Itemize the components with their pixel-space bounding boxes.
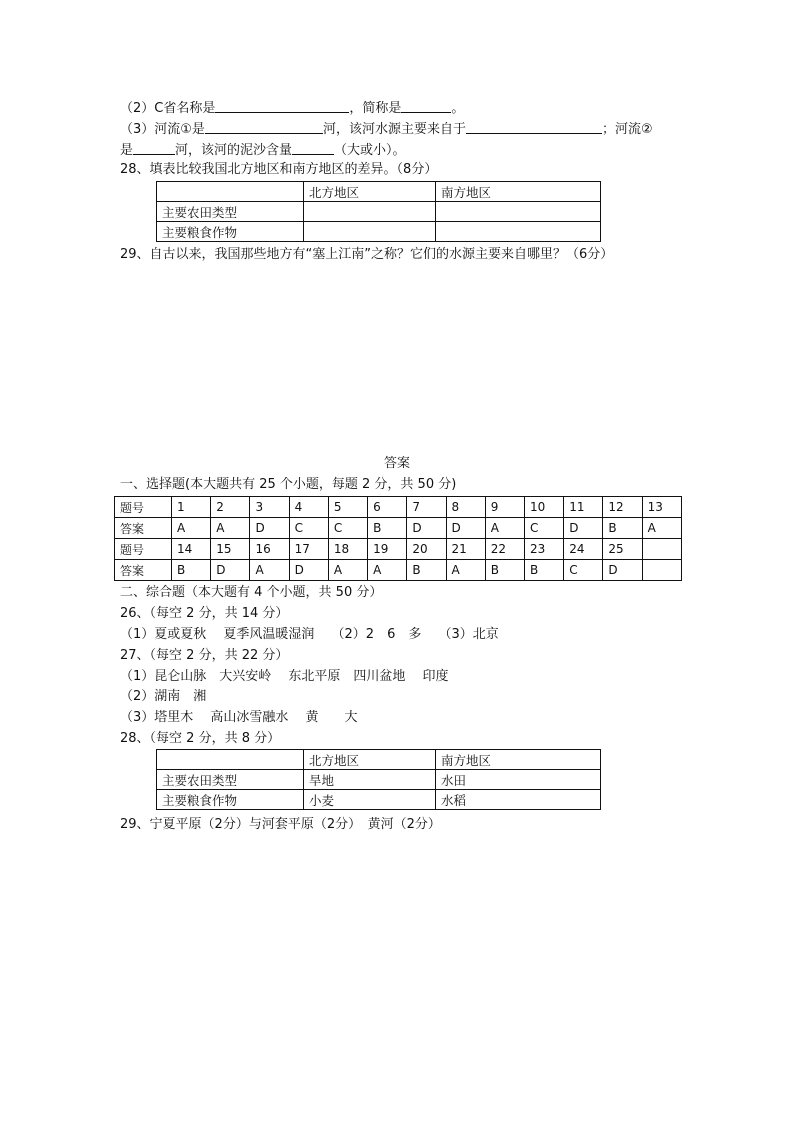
table-cell: D	[603, 560, 642, 581]
table-cell	[304, 202, 436, 222]
row-label: 题号	[115, 497, 172, 518]
question-28-table	[156, 181, 601, 242]
question-28-text: 28、填表比较我国北方地区和南方地区的差异。（8分）	[120, 162, 438, 177]
table-cell	[436, 202, 601, 222]
fill-blank	[133, 141, 175, 155]
table-row	[115, 518, 682, 539]
table-cell: A	[368, 560, 407, 581]
table-cell: B	[485, 560, 524, 581]
table-cell: 水稻	[436, 790, 601, 810]
table-cell: 主要农田类型	[157, 770, 304, 790]
question-29-text: 29、自古以来，我国那些地方有“塞上江南”之称？它们的水源主要来自哪里？（6分）	[120, 247, 614, 262]
fill-blank	[292, 141, 334, 155]
table-row	[157, 182, 601, 202]
table-cell: 17	[289, 539, 328, 560]
table-cell: 主要粮食作物	[157, 222, 304, 242]
q3-mid: 河，该河水源主要来自于	[322, 122, 466, 137]
fill-blank	[466, 120, 602, 134]
table-cell: 10	[524, 497, 563, 518]
table-header-cell	[157, 182, 304, 202]
table-row	[115, 497, 682, 518]
q3-end: ；河流②	[601, 122, 653, 137]
table-cell: B	[524, 560, 563, 581]
answer-27-line-1: （1）昆仑山脉 大兴安岭 东北平原 四川盆地 印度	[120, 669, 449, 684]
table-cell: 7	[407, 497, 446, 518]
table-cell: 主要粮食作物	[157, 790, 304, 810]
q2-prefix: （2）C省名称是	[120, 101, 216, 116]
table-cell: B	[407, 560, 446, 581]
answers-title: 答案	[383, 456, 410, 471]
q3-line2-prefix: 是	[120, 143, 134, 158]
table-cell	[642, 560, 681, 581]
table-cell: D	[211, 560, 250, 581]
table-cell: 11	[564, 497, 603, 518]
q3-line2-end: （大或小）。	[334, 143, 406, 158]
table-cell: 小麦	[304, 790, 436, 810]
table-cell: A	[211, 518, 250, 539]
table-header-cell: 南方地区	[436, 750, 601, 770]
fill-blank	[215, 99, 349, 113]
answer-28-heading: 28、（每空 2 分，共 8 分）	[120, 731, 281, 746]
table-cell: 旱地	[304, 770, 436, 790]
table-row	[157, 202, 601, 222]
fill-blank	[205, 120, 323, 134]
table-cell: 23	[524, 539, 563, 560]
question-3-line2	[120, 141, 406, 160]
answer-26-heading: 26、（每空 2 分，共 14 分）	[120, 606, 289, 621]
table-cell	[304, 222, 436, 242]
row-label: 答案	[115, 560, 172, 581]
question-3-line	[120, 120, 653, 139]
table-cell: C	[564, 560, 603, 581]
table-header-cell	[157, 750, 304, 770]
table-cell: A	[446, 560, 485, 581]
table-cell: 20	[407, 539, 446, 560]
table-header-cell: 南方地区	[436, 182, 601, 202]
table-row	[157, 222, 601, 242]
table-cell: 9	[485, 497, 524, 518]
table-cell: 24	[564, 539, 603, 560]
table-row	[115, 560, 682, 581]
table-cell: 21	[446, 539, 485, 560]
table-cell: D	[407, 518, 446, 539]
table-cell: A	[172, 518, 211, 539]
table-cell: C	[328, 518, 367, 539]
answer-27-line-3: （3）塔里木 高山冰雪融水 黄 大	[120, 710, 358, 725]
table-cell: 主要农田类型	[157, 202, 304, 222]
table-row	[157, 790, 601, 810]
table-cell: 4	[289, 497, 328, 518]
q2-mid: ，简称是	[349, 101, 402, 116]
q2-end: 。	[451, 101, 465, 116]
table-cell: 2	[211, 497, 250, 518]
table-cell: 5	[328, 497, 367, 518]
answer-28-table	[156, 749, 601, 810]
answer-26-line: （1）夏或夏秋 夏季风温暖湿润 （2）2 6 多 （3）北京	[120, 627, 499, 642]
answer-27-line-2: （2）湖南 湘	[120, 689, 207, 704]
table-cell: C	[289, 518, 328, 539]
table-cell: B	[368, 518, 407, 539]
answers-section-2: 二、综合题（本大题有 4 个小题，共 50 分）	[120, 585, 383, 600]
table-cell: 3	[250, 497, 289, 518]
table-cell: 6	[368, 497, 407, 518]
table-cell: 15	[211, 539, 250, 560]
table-cell: 8	[446, 497, 485, 518]
table-cell: 12	[603, 497, 642, 518]
table-cell: B	[172, 560, 211, 581]
table-cell: A	[250, 560, 289, 581]
table-header-cell: 北方地区	[304, 182, 436, 202]
fill-blank	[401, 99, 451, 113]
table-cell: D	[446, 518, 485, 539]
multiple-choice-answer-table	[114, 496, 682, 581]
answer-27-heading: 27、（每空 2 分，共 22 分）	[120, 648, 289, 663]
table-cell: 16	[250, 539, 289, 560]
table-cell: A	[328, 560, 367, 581]
table-cell: D	[250, 518, 289, 539]
question-2-line	[120, 99, 464, 118]
q3-prefix: （3）河流①是	[120, 122, 205, 137]
table-cell: C	[524, 518, 563, 539]
table-cell: 19	[368, 539, 407, 560]
table-cell: 22	[485, 539, 524, 560]
table-cell	[642, 539, 681, 560]
table-row	[115, 539, 682, 560]
table-cell: D	[564, 518, 603, 539]
row-label: 答案	[115, 518, 172, 539]
table-cell: D	[289, 560, 328, 581]
q3-line2-mid: 河，该河的泥沙含量	[175, 143, 293, 158]
table-cell: A	[642, 518, 681, 539]
table-cell: 13	[642, 497, 681, 518]
table-cell: 1	[172, 497, 211, 518]
answer-29-line: 29、宁夏平原（2分）与河套平原（2分） 黄河（2分）	[120, 817, 441, 832]
table-cell: 水田	[436, 770, 601, 790]
table-cell: 18	[328, 539, 367, 560]
row-label: 题号	[115, 539, 172, 560]
answers-section-1: 一、选择题(本大题共有 25 个小题，每题 2 分，共 50 分)	[120, 477, 457, 492]
table-cell: 14	[172, 539, 211, 560]
table-row	[157, 770, 601, 790]
table-cell: B	[603, 518, 642, 539]
table-cell	[436, 222, 601, 242]
table-cell: A	[485, 518, 524, 539]
table-cell: 25	[603, 539, 642, 560]
table-row	[157, 750, 601, 770]
table-header-cell: 北方地区	[304, 750, 436, 770]
